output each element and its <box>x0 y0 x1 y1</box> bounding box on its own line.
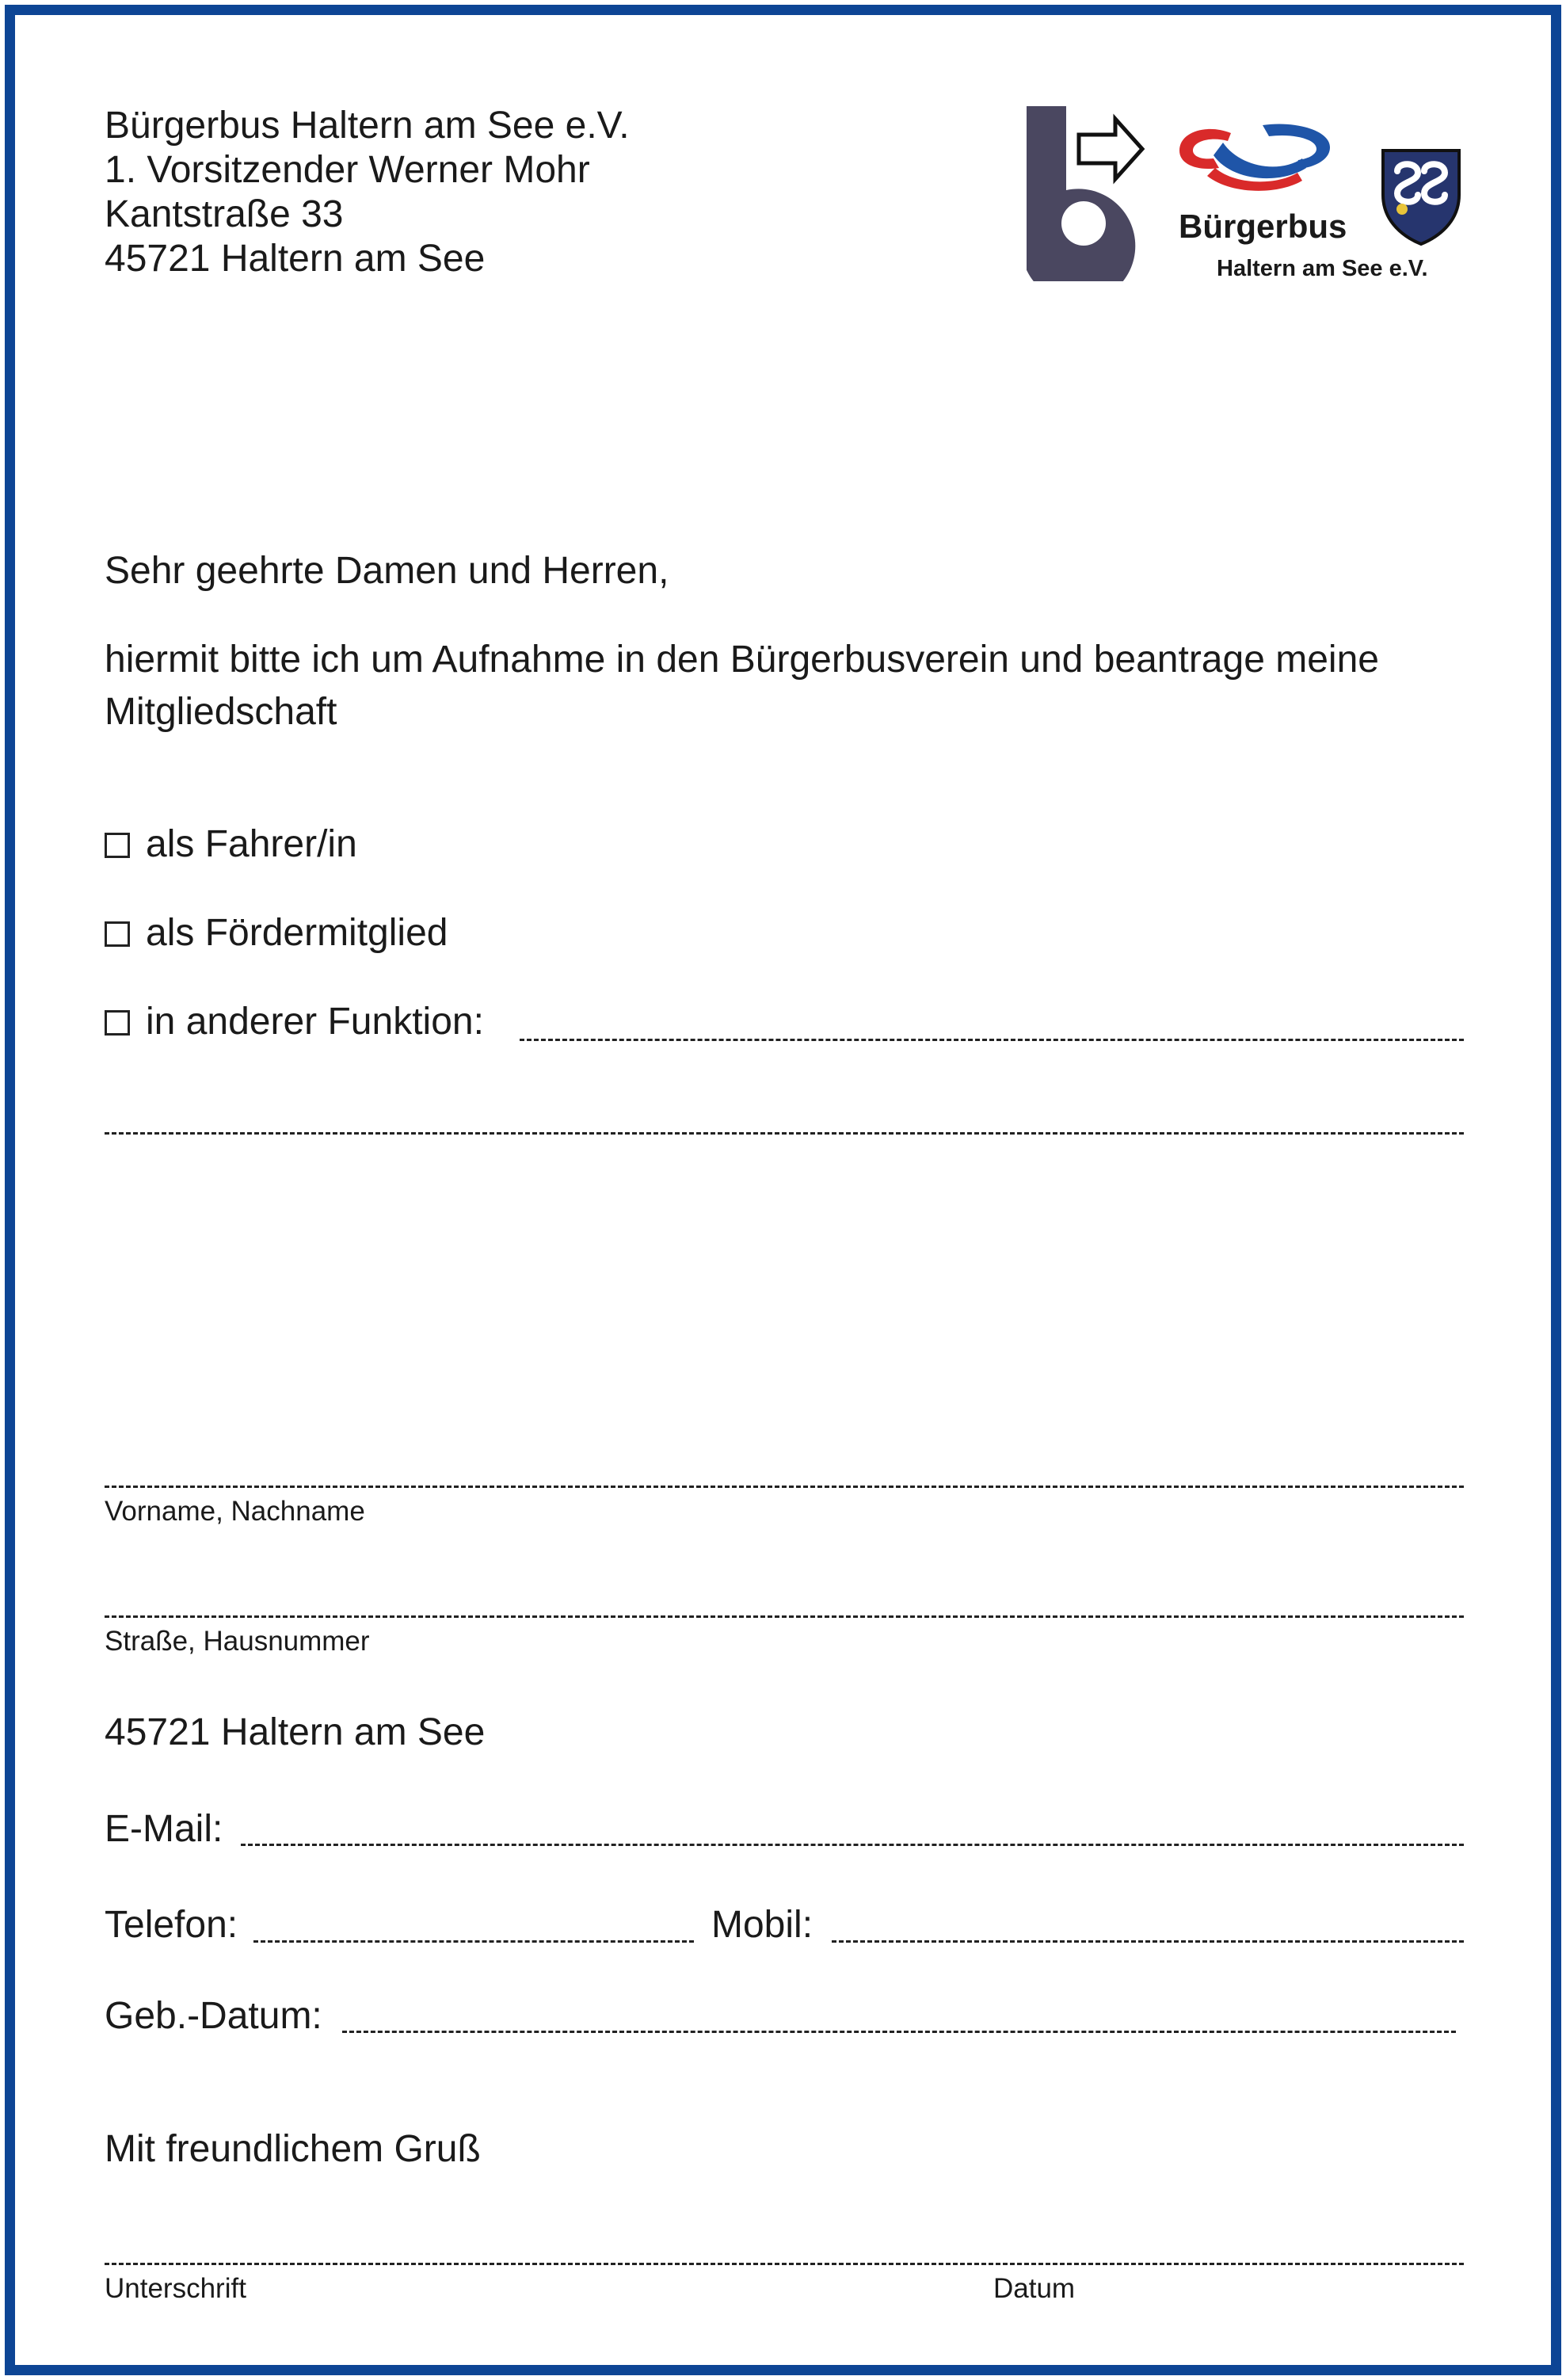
option-driver[interactable] <box>105 818 357 871</box>
sender-city: 45721 Haltern am See <box>105 238 486 280</box>
sender-street: Kantstraße 33 <box>105 193 344 235</box>
b-arrow-logo-icon <box>1027 103 1145 281</box>
mobile-label: Mobil: <box>711 1904 813 1946</box>
other-function-line-2[interactable] <box>105 1132 1464 1135</box>
other-checkbox[interactable] <box>105 1010 130 1036</box>
phone-label: Telefon: <box>105 1904 238 1946</box>
closing-greeting: Mit freundlichem Gruß <box>105 2128 481 2170</box>
other-function-line[interactable] <box>520 1039 1464 1041</box>
logo-wordmark: Bürgerbus <box>1179 208 1347 245</box>
birthdate-line[interactable] <box>342 2031 1456 2033</box>
email-label: E-Mail: <box>105 1808 223 1850</box>
mobile-line[interactable] <box>832 1940 1464 1943</box>
signature-line[interactable] <box>105 2263 1464 2265</box>
coat-of-arms-icon <box>1380 147 1462 247</box>
request-line-2: Mitgliedschaft <box>105 691 337 733</box>
phone-line[interactable] <box>253 1940 694 1943</box>
name-label: Vorname, Nachname <box>105 1496 365 1527</box>
birthdate-label: Geb.-Datum: <box>105 1995 322 2037</box>
option-other-label: in anderer Funktion: <box>146 1001 484 1043</box>
request-line-1: hiermit bitte ich um Aufnahme in den Bürgerbusverein und beantrage meine <box>105 639 1379 681</box>
street-label: Straße, Hausnummer <box>105 1626 370 1657</box>
signature-label: Unterschrift <box>105 2273 246 2304</box>
salutation: Sehr geehrte Damen und Herren, <box>105 550 669 592</box>
swirl-logo-icon <box>1175 119 1334 198</box>
option-other[interactable] <box>105 996 484 1048</box>
supporting-checkbox[interactable] <box>105 921 130 947</box>
option-driver-label: als Fahrer/in <box>146 823 357 865</box>
option-supporting[interactable] <box>105 907 448 959</box>
logo-subtitle: Haltern am See e.V. <box>1217 256 1428 281</box>
option-supporting-label: als Fördermitglied <box>146 912 448 954</box>
sender-chairman: 1. Vorsitzender Werner Mohr <box>105 149 590 191</box>
sender-name: Bürgerbus Haltern am See e.V. <box>105 105 630 147</box>
email-line[interactable] <box>241 1844 1464 1846</box>
date-label: Datum <box>993 2273 1076 2304</box>
name-line[interactable] <box>105 1486 1464 1488</box>
driver-checkbox[interactable] <box>105 833 130 858</box>
city-text: 45721 Haltern am See <box>105 1711 486 1753</box>
street-line[interactable] <box>105 1615 1464 1618</box>
